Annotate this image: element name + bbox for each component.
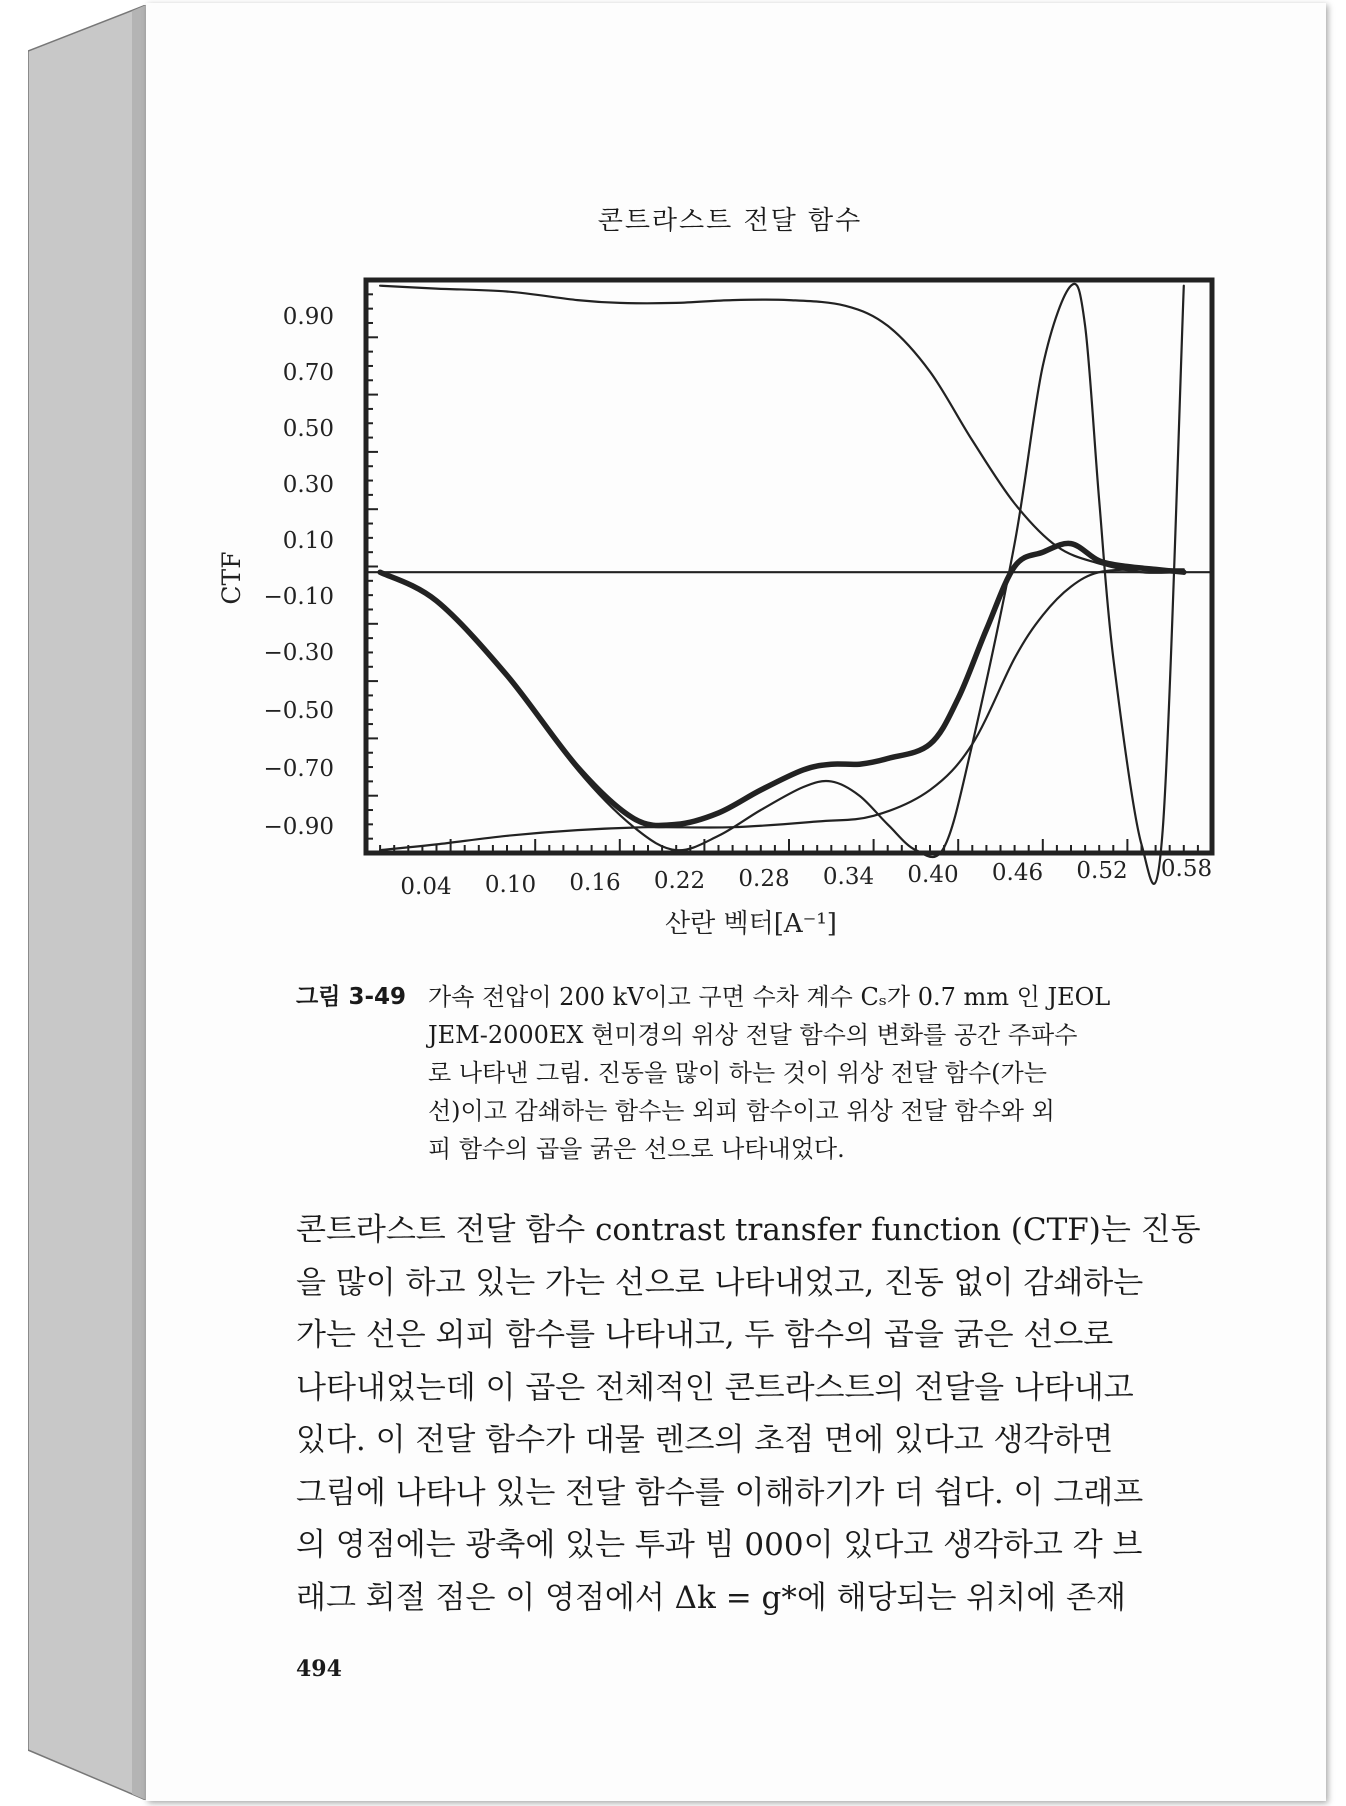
plot-frame [366, 280, 1212, 853]
series-line-1 [380, 284, 1184, 884]
figure-caption [296, 978, 1196, 1168]
x-tick-label: 0.28 [738, 866, 790, 892]
caption-line: 가속 전압이 200 kV이고 구면 수차 계수 Cₛ가 0.7 mm 인 JEOL [428, 983, 1111, 1011]
y-tick-label: 0.10 [282, 528, 334, 554]
body-line: 나타내었는데 이 곱은 전체적인 콘트라스트의 전달을 나타내고 [296, 1369, 1134, 1406]
y-tick-label: −0.50 [263, 698, 334, 724]
x-tick-label: 0.34 [822, 864, 875, 890]
caption-line: 선)이고 감쇄하는 함수는 외피 함수이고 위상 전달 함수와 외 [428, 1097, 1055, 1125]
x-tick-label: 0.16 [569, 870, 621, 896]
y-tick-label: −0.10 [263, 584, 334, 610]
body-line: 콘트라스트 전달 함수 contrast transfer function (CTF)는 진동 [296, 1212, 1201, 1248]
chart-title: 콘트라스트 전달 함수 [597, 206, 863, 236]
series-line-0 [380, 286, 1184, 573]
x-tick-label: 0.10 [484, 872, 537, 898]
caption-line: 피 함수의 곱을 굵은 선으로 나타내었다. [428, 1135, 845, 1163]
series-line-3 [380, 569, 1184, 850]
y-tick-label: −0.70 [263, 756, 334, 782]
page-number: 494 [296, 1656, 342, 1682]
caption-line: 로 나타낸 그림. 진동을 많이 하는 것이 위상 전달 함수(가는 [428, 1059, 1047, 1087]
body-line: 의 영점에는 광축에 있는 투과 빔 000이 있다고 생각하고 각 브 [296, 1527, 1143, 1563]
x-tick-label: 0.52 [1076, 858, 1128, 884]
y-tick-label: 0.30 [282, 472, 334, 498]
series-line-2 [380, 543, 1184, 825]
x-tick-label: 0.46 [991, 860, 1044, 886]
caption-label: 그림 3-49 [296, 984, 406, 1010]
body-line: 있다. 이 전달 함수가 대물 렌즈의 초점 면에 있다고 생각하면 [296, 1422, 1114, 1458]
x-axis-label: 산란 벡터[A⁻¹] [665, 909, 837, 939]
y-tick-label: −0.90 [263, 814, 334, 840]
body-paragraph [296, 1204, 1201, 1624]
y-axis-label: CTF [217, 551, 246, 605]
body-line: 가는 선은 외피 함수를 나타내고, 두 함수의 곱을 굵은 선으로 [296, 1317, 1114, 1353]
y-tick-label: −0.30 [263, 640, 334, 666]
caption-line: JEM-2000EX 현미경의 위상 전달 함수의 변화를 공간 주파수 [428, 1021, 1078, 1049]
x-tick-label: 0.58 [1160, 856, 1213, 882]
body-line: 그림에 나타나 있는 전달 함수를 이해하기가 더 쉽다. 이 그래프 [296, 1474, 1144, 1511]
y-tick-label: 0.50 [282, 416, 334, 442]
caption-body [428, 978, 1190, 1168]
y-tick-label: 0.90 [282, 304, 334, 330]
y-tick-label: 0.70 [282, 360, 334, 386]
x-tick-label: 0.22 [653, 868, 706, 894]
x-tick-label: 0.04 [400, 874, 452, 900]
body-line: 래그 회절 점은 이 영점에서 Δk = g*에 해당되는 위치에 존재 [296, 1579, 1126, 1616]
x-tick-label: 0.40 [907, 862, 959, 888]
body-line: 을 많이 하고 있는 가는 선으로 나타내었고, 진동 없이 감쇄하는 [296, 1264, 1144, 1301]
